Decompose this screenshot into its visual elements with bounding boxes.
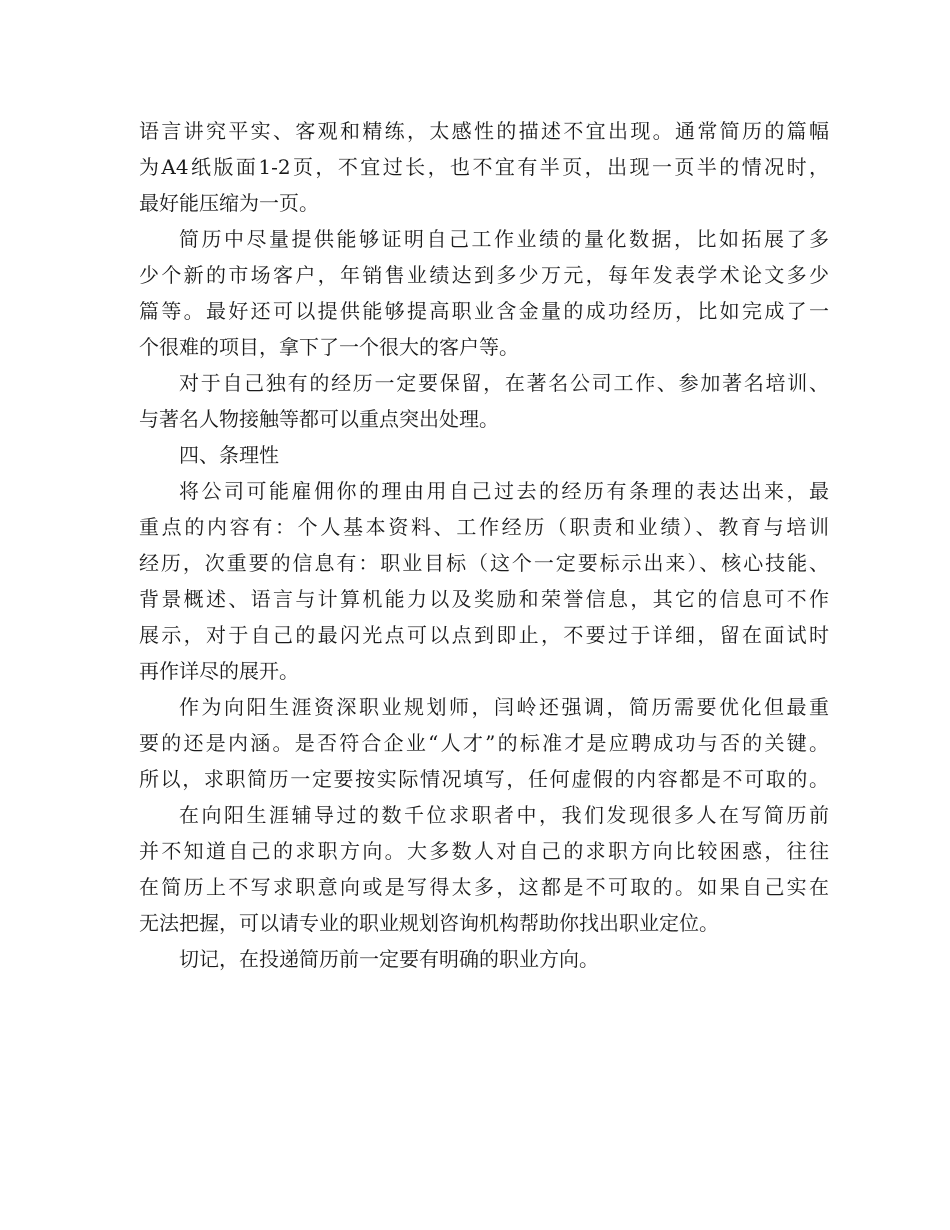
text-line: 对于自己独有的经历一定要保留，在著名公司工作、参加著名培训、 <box>179 371 829 395</box>
text-line: 在向阳生涯辅导过的数千位求职者中，我们发现很多人在写简历前 <box>179 803 829 827</box>
body-text <box>139 113 829 977</box>
text-line: 为A4纸版面1-2页，不宜过长，也不宜有半页，出现一页半的情况时， <box>139 155 829 179</box>
text-line: 最好能压缩为一页。 <box>139 191 319 215</box>
text-line: 经历，次重要的信息有：职业目标（这个一定要标示出来）、核心技能、 <box>139 551 829 575</box>
text-line: 重点的内容有：个人基本资料、工作经历（职责和业绩）、教育与培训 <box>139 515 829 539</box>
text-line: 再作详尽的展开。 <box>139 659 299 683</box>
text-line: 要的还是内涵。是否符合企业“人才”的标准才是应聘成功与否的关键。 <box>139 731 829 755</box>
text-line: 个很难的项目，拿下了一个很大的客户等。 <box>139 335 519 359</box>
text-line: 作为向阳生涯资深职业规划师，闫岭还强调，简历需要优化但最重 <box>179 695 829 719</box>
text-line: 篇等。最好还可以提供能够提高职业含金量的成功经历，比如完成了一 <box>139 299 829 323</box>
text-line: 背景概述、语言与计算机能力以及奖励和荣誉信息，其它的信息可不作 <box>139 587 829 611</box>
text-line: 在简历上不写求职意向或是写得太多，这都是不可取的。如果自己实在 <box>139 875 829 899</box>
text-line: 并不知道自己的求职方向。大多数人对自己的求职方向比较困惑，往往 <box>139 839 829 863</box>
text-line: 将公司可能雇佣你的理由用自己过去的经历有条理的表达出来，最 <box>179 479 829 503</box>
text-line: 无法把握，可以请专业的职业规划咨询机构帮助你找出职业定位。 <box>139 911 719 935</box>
text-line: 语言讲究平实、客观和精练，太感性的描述不宜出现。通常简历的篇幅 <box>139 119 829 143</box>
text-line: 所以，求职简历一定要按实际情况填写，任何虚假的内容都是不可取的。 <box>139 767 829 791</box>
section-heading: 四、条理性 <box>179 443 279 467</box>
text-line: 展示，对于自己的最闪光点可以点到即止，不要过于详细，留在面试时 <box>139 623 829 647</box>
text-line: 少个新的市场客户，年销售业绩达到多少万元，每年发表学术论文多少 <box>139 263 829 287</box>
text-line: 简历中尽量提供能够证明自己工作业绩的量化数据，比如拓展了多 <box>179 227 829 251</box>
text-line: 与著名人物接触等都可以重点突出处理。 <box>139 407 499 431</box>
text-line: 切记，在投递简历前一定要有明确的职业方向。 <box>179 947 599 971</box>
